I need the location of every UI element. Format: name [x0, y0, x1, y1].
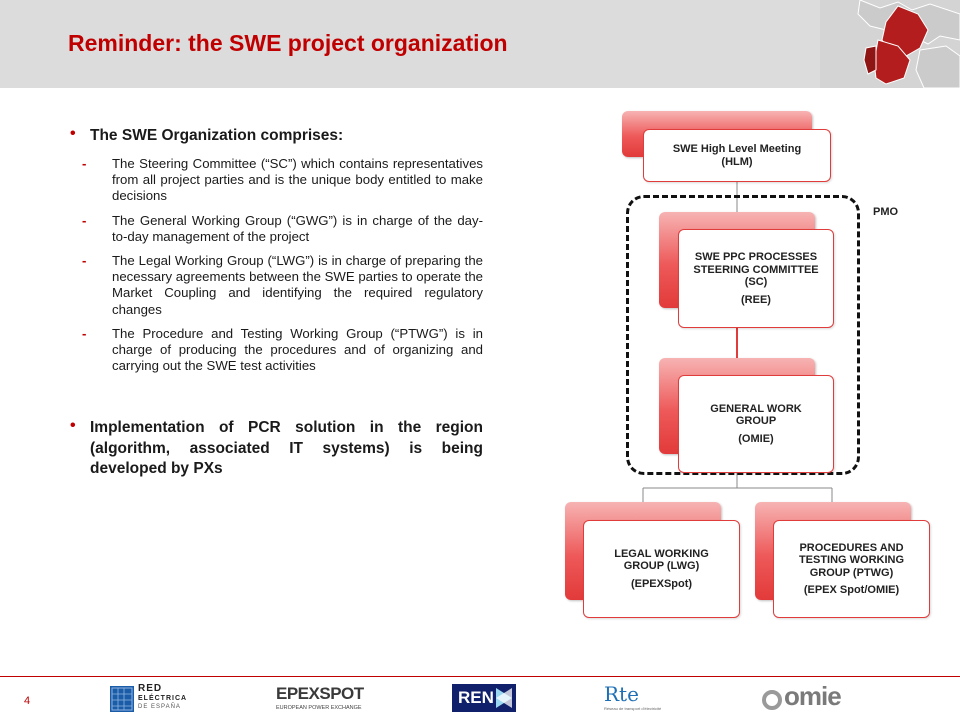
- hlm-node-label: SWE High Level Meeting (HLM): [672, 143, 802, 168]
- list-item-lwg-text: The Legal Working Group (“LWG”) is in charge of preparing the necessary agreements between the SWE parties to operate the Market Coupling and identifying the required regulatory changes: [112, 253, 483, 317]
- dash-icon: -: [82, 212, 87, 228]
- ree-logo: [110, 684, 190, 714]
- dash-icon: -: [82, 253, 87, 269]
- slide-title: Reminder: the SWE project organization: [68, 30, 508, 56]
- bullet-implementation-text: Implementation of PCR solution in the region (algorithm, associated IT systems) is being developed by PXs: [90, 419, 483, 478]
- lwg-node-title: LEGAL WORKING GROUP (LWG): [614, 547, 709, 573]
- list-item-gwg-text: The General Working Group (“GWG”) is in charge of the day-to-day management of the project: [112, 212, 483, 244]
- lwg-node: [583, 520, 740, 618]
- rte-logo: [602, 684, 662, 714]
- rte-logo-text: Rte: [604, 682, 639, 706]
- bullet-icon: •: [70, 125, 76, 142]
- epexspot-logo: [276, 684, 368, 714]
- sc-node: [678, 229, 834, 328]
- dash-icon: -: [82, 156, 87, 171]
- ren-logo: [452, 684, 516, 712]
- ree-logo-line3: DE ESPAÑA: [138, 704, 181, 710]
- ree-grid-icon: [110, 686, 134, 712]
- ptwg-node-owner: (EPEX Spot/OMIE): [803, 584, 900, 596]
- bullet-organization-text: The SWE Organization comprises:: [90, 127, 344, 144]
- ren-logo-text: REN: [458, 688, 494, 707]
- omie-logo-text: omie: [784, 681, 841, 711]
- gwg-node: [678, 375, 834, 473]
- list-item-sc-text: The Steering Committee (“SC”) which contains representatives from all project parties and is the unique body entitled to make decisions: [112, 156, 483, 204]
- ptwg-node: [773, 520, 930, 618]
- omie-logo: [762, 681, 852, 714]
- ree-logo-line2: ELÉCTRICA: [138, 695, 188, 702]
- footer-divider: [0, 676, 960, 677]
- ren-mark-icon: [496, 688, 512, 708]
- epexspot-logo-main: EPEXSPOT: [276, 684, 364, 703]
- gwg-node-owner: (OMIE): [738, 432, 774, 445]
- sc-node-title: SWE PPC PROCESSES STEERING COMMITTEE (SC): [693, 251, 819, 288]
- gwg-node-title: GENERAL WORK GROUP: [710, 402, 802, 428]
- bullet-icon: •: [70, 417, 76, 435]
- ree-logo-line1: RED: [138, 683, 163, 694]
- epexspot-logo-sub: EUROPEAN POWER EXCHANGE: [276, 705, 362, 711]
- list-item-ptwg-text: The Procedure and Testing Working Group (“PTWG”) is in charge of producing the procedures and of organizing and carrying out the SWE test activities: [112, 325, 483, 374]
- pmo-label: PMO: [873, 206, 899, 218]
- sc-node-owner: (REE): [741, 293, 771, 306]
- rte-logo-sub: Réseau de transport d'électricité: [604, 706, 662, 711]
- dash-icon: -: [82, 325, 87, 341]
- lwg-node-owner: (EPEXSpot): [630, 577, 693, 590]
- ptwg-node-title: PROCEDURES AND TESTING WORKING GROUP (PTWG): [798, 541, 905, 579]
- omie-mark-icon: [762, 690, 782, 710]
- hlm-node: [643, 129, 831, 182]
- page-number: 4: [24, 695, 31, 707]
